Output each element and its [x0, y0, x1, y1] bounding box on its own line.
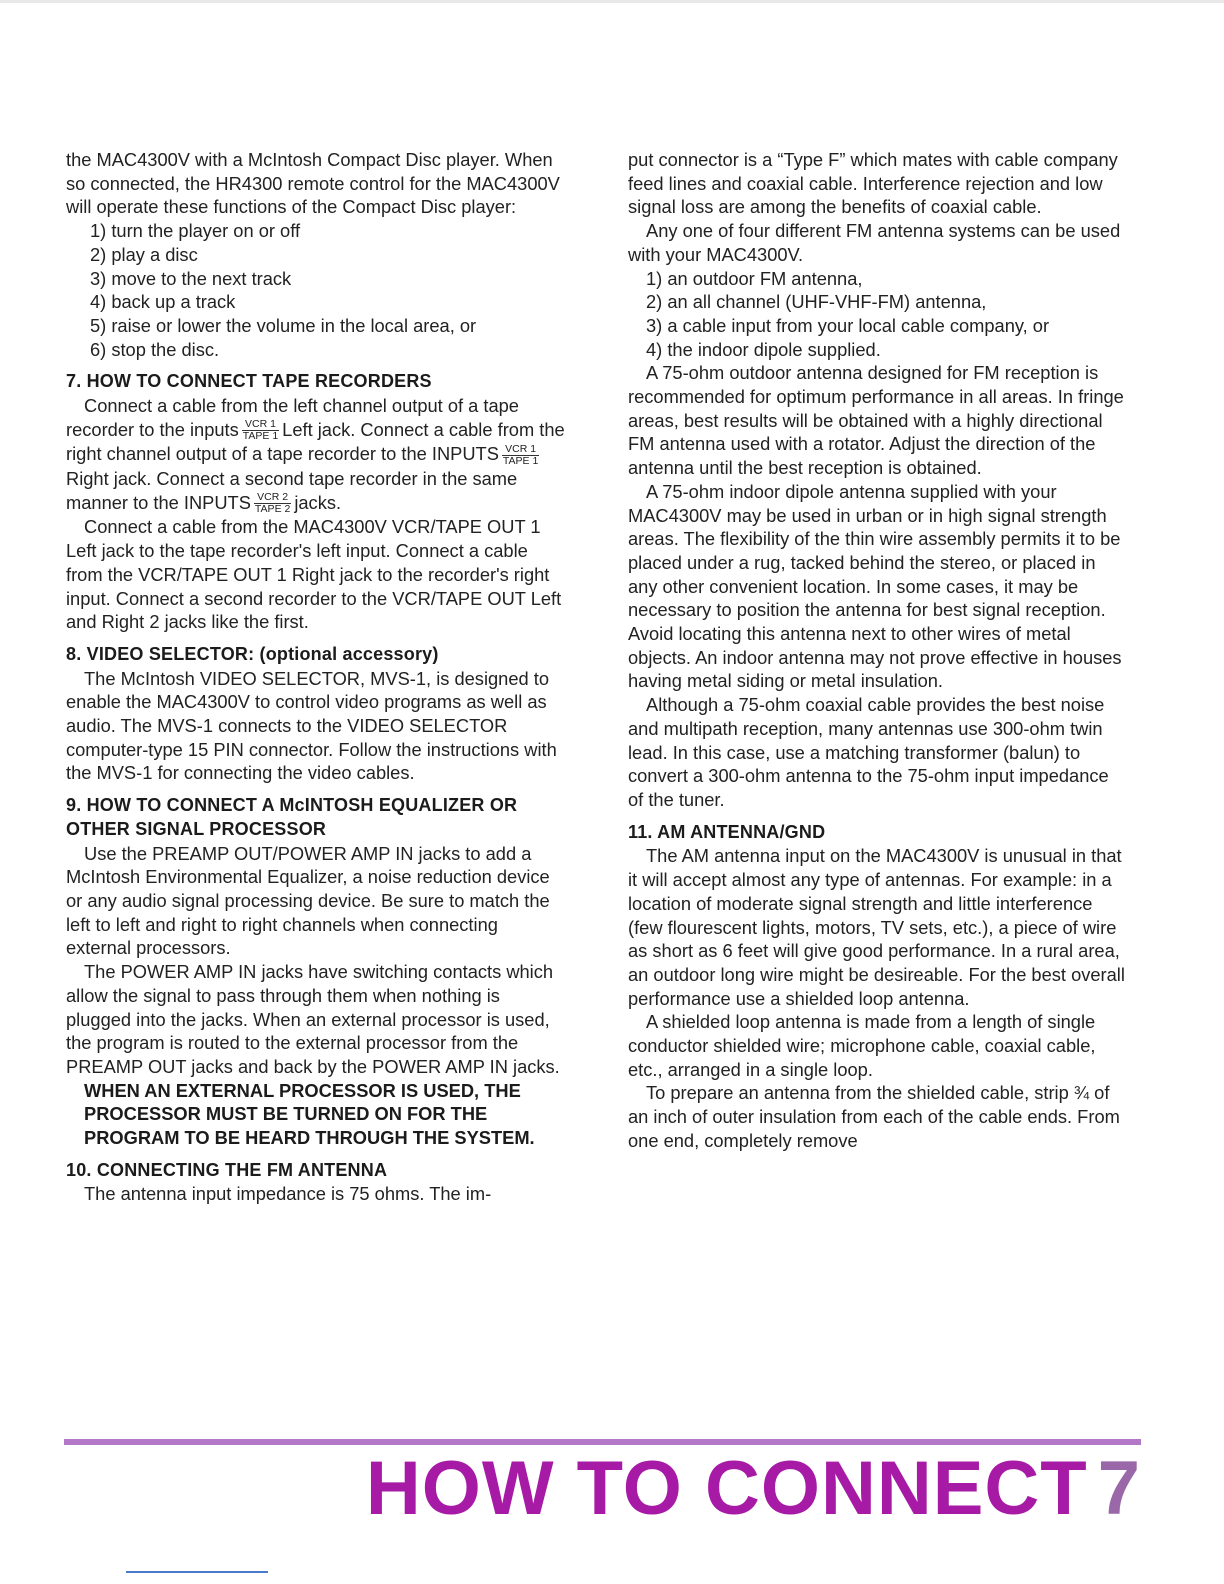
list-item: 6) stop the disc. — [90, 338, 220, 360]
list-item: 3) move to the next track — [90, 267, 292, 289]
section-11-paragraph-3: To prepare an antenna from the shielded cable, strip ¾ of an inch of outer insulation from each of the cable ends. From one end, completely remove — [628, 1082, 1120, 1151]
section-7-paragraph-1 — [66, 394, 566, 515]
list-item: 2) play a disc — [90, 243, 198, 265]
fm-antenna-list — [628, 267, 1128, 362]
fraction-numerator: VCR 1 — [242, 419, 279, 431]
coax-paragraph: Although a 75-ohm coaxial cable provides the best noise and multipath reception, many antennas use 300-ohm twin lead. In this case, use a matching transformer (balun) to convert a 300-ohm antenna to the 75-ohm input impedance of the tuner. — [628, 694, 1109, 810]
fraction-denominator: TAPE 2 — [254, 503, 291, 516]
list-item: 4) back up a track — [90, 291, 236, 313]
list-item: 4) the indoor dipole supplied. — [646, 338, 881, 360]
section-10-paragraph-1: The antenna input impedance is 75 ohms. The im- — [84, 1183, 492, 1205]
vcr1-tape1-fraction — [242, 419, 279, 442]
section-11-paragraph-2: A shielded loop antenna is made from a length of single conductor shielded wire; microphone cable, coaxial cable, etc., arranged in a single loop. — [628, 1011, 1096, 1080]
text-run: Right jack. Connect a second tape recorder in the same manner to the INPUTS — [66, 468, 518, 513]
footer-title — [366, 1444, 1141, 1534]
fm-systems-paragraph: Any one of four different FM antenna systems can be used with your MAC4300V. — [628, 220, 1121, 265]
fraction-numerator: VCR 2 — [254, 492, 291, 504]
section-7-paragraph-2: Connect a cable from the MAC4300V VCR/TAPE OUT 1 Left jack to the tape recorder's left input. Connect a cable from the VCR/TAPE OUT 1 Right jack to the recorder's right input. Connect a second recorder to the VCR/TAPE OUT Left and Right 2 jacks like the first. — [66, 516, 562, 633]
fraction-denominator: TAPE 1 — [242, 430, 279, 443]
outdoor-antenna-paragraph: A 75-ohm outdoor antenna designed for FM reception is recommended for optimum performance in all areas. In fringe areas, best results will be obtained with a highly directional FM antenna used with a rotator. Adjust the direction of the antenna until the best reception is obtained. — [628, 362, 1124, 479]
bottom-edge-line — [126, 1571, 268, 1573]
section-7-heading: 7. HOW TO CONNECT TAPE RECORDERS — [66, 371, 432, 392]
page-top-edge — [0, 0, 1224, 3]
right-column — [628, 148, 1128, 1153]
text-run: Connect a cable from the left channel output of a tape recorder to the inputs — [66, 395, 519, 440]
vcr1-tape1-fraction — [502, 444, 539, 467]
section-9-paragraph-2: The POWER AMP IN jacks have switching contacts which allow the signal to pass through them when nothing is plugged into the jacks. When an external processor is used, the program is routed to the external processor from the PREAMP OUT jacks and back by the POWER AMP IN jacks. — [66, 961, 560, 1077]
section-11-paragraph-1: The AM antenna input on the MAC4300V is unusual in that it will accept almost any type of antennas. For example: in a location of moderate signal strength and little interference (few flourescent lights, motors, TV sets, etc.), a piece of wire as short as 6 feet will give good performance. In a rural area, an outdoor long wire might be desireable. For the best overall performance use a shielded loop antenna. — [628, 845, 1125, 1009]
section-8-paragraph-1: The McIntosh VIDEO SELECTOR, MVS-1, is designed to enable the MAC4300V to control video programs as well as audio. The MVS-1 connects to the VIDEO SELECTOR computer-type 15 PIN connector. Follow the instructions with the MVS-1 for connecting the video cables. — [66, 667, 557, 784]
vcr2-tape2-fraction — [254, 492, 291, 515]
continued-paragraph: put connector is a “Type F” which mates with cable company feed lines and coaxial cable. Interference rejection and low signal loss are among the benefits of coaxial cable. — [628, 149, 1118, 218]
left-column — [66, 148, 566, 1206]
list-item: 5) raise or lower the volume in the local area, or — [90, 314, 477, 336]
text-run: jacks. — [294, 491, 342, 513]
section-8-heading: 8. VIDEO SELECTOR: (optional accessory) — [66, 643, 439, 664]
fraction-numerator: VCR 1 — [502, 444, 539, 456]
cd-functions-list — [66, 219, 566, 361]
list-item: 1) an outdoor FM antenna, — [646, 267, 863, 289]
intro-paragraph: the MAC4300V with a McIntosh Compact Disc player. When so connected, the HR4300 remote control for the MAC4300V will operate these functions of the Compact Disc player: — [66, 149, 560, 218]
section-11-heading: 11. AM ANTENNA/GND — [628, 821, 826, 842]
list-item: 2) an all channel (UHF-VHF-FM) antenna, — [646, 291, 987, 313]
footer-title-text: HOW TO CONNECT — [365, 1446, 1088, 1531]
indoor-antenna-paragraph: A 75-ohm indoor dipole antenna supplied with your MAC4300V may be used in urban or in high signal strength areas. The flexibility of the thin wire assembly permits it to be placed under a rug, tacked behind the stereo, or placed in any other convenient location. In some cases, it may be necessary to position the antenna for best signal reception. Avoid locating this antenna next to other wires of metal objects. An indoor antenna may not prove effective in houses having metal siding or metal insulation. — [628, 480, 1122, 692]
text-run: Left jack. Connect a cable from the right channel output of a tape recorder to the INPUTS — [66, 418, 565, 465]
page-number: 7 — [1097, 1446, 1141, 1531]
fraction-denominator: TAPE 1 — [502, 455, 539, 468]
section-10-heading: 10. CONNECTING THE FM ANTENNA — [66, 1159, 388, 1180]
section-9-warning: WHEN AN EXTERNAL PROCESSOR IS USED, THE PROCESSOR MUST BE TURNED ON FOR THE PROGRAM TO BE HEARD THROUGH THE SYSTEM. — [84, 1079, 535, 1149]
list-item: 1) turn the player on or off — [90, 220, 301, 242]
section-9-paragraph-1: Use the PREAMP OUT/POWER AMP IN jacks to add a McIntosh Environmental Equalizer, a noise reduction device or any audio signal processing device. Be sure to match the left to left and right to right channels when connecting external processors. — [66, 842, 550, 959]
list-item: 3) a cable input from your local cable company, or — [646, 314, 1050, 336]
section-9-heading: 9. HOW TO CONNECT A McINTOSH EQUALIZER OR OTHER SIGNAL PROCESSOR — [66, 795, 518, 839]
